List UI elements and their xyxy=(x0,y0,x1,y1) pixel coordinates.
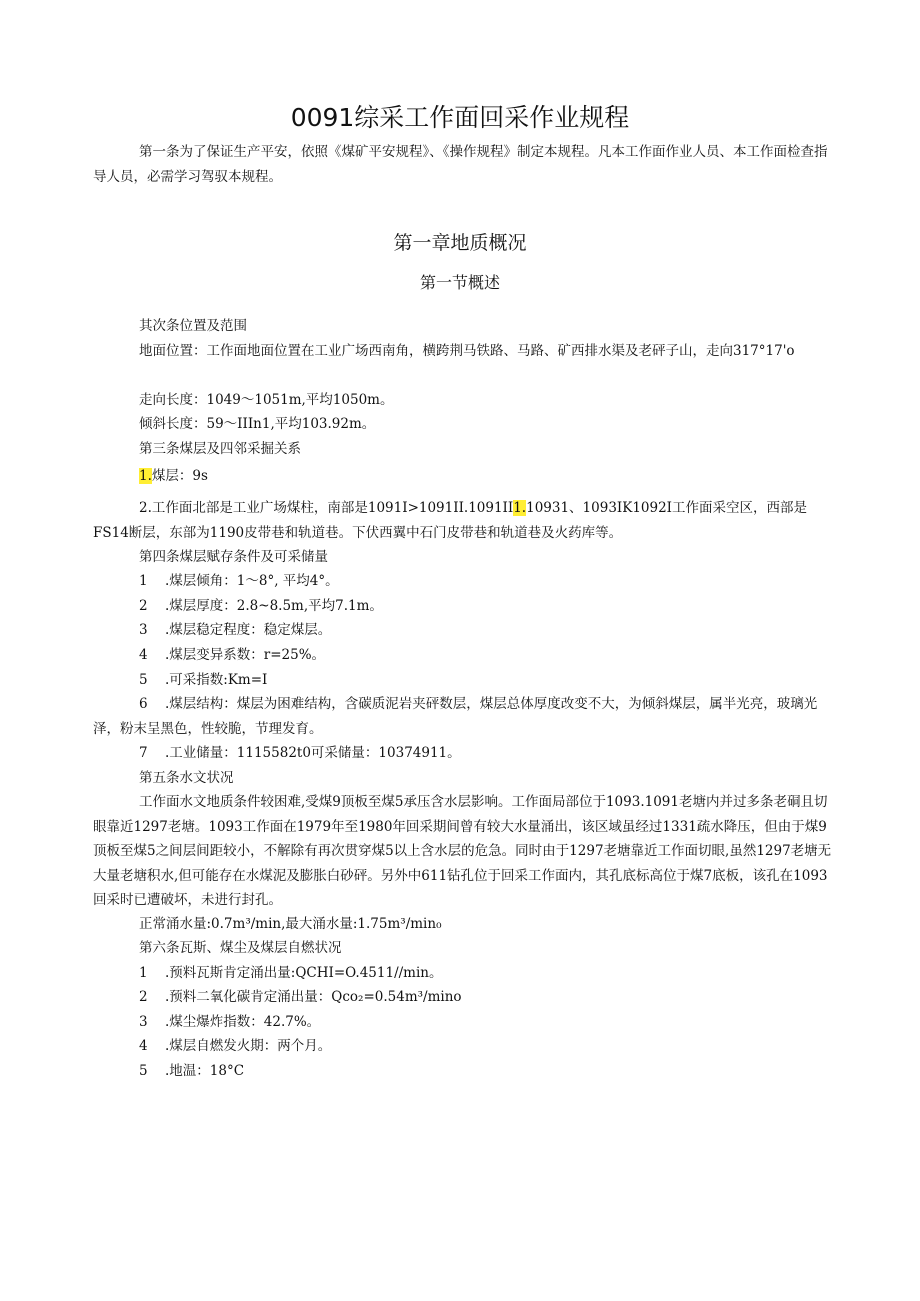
article-4-item-text: .煤层结构：煤层为困难结构，含碳质泥岩夹砰数层，煤层总体厚度改变不大，为倾斜煤层，属半光亮，玻璃光泽，粉末呈黑色，性较脆，节理发育。 xyxy=(93,696,818,737)
article-6-item-text: .预料二氧化碳肯定涌出量：Qco₂=0.54m³/mino xyxy=(165,989,462,1005)
article-4-item-number: 3 xyxy=(139,622,148,638)
article-2-heading: 其次条位置及范围 xyxy=(139,318,247,334)
article-4-item-text: .煤层倾角：1～8°, 平均4°。 xyxy=(165,573,339,589)
document-title: 0091综采工作面回采作业规程 xyxy=(290,103,630,132)
article-6-item xyxy=(93,961,838,986)
article-4-item-text: .煤层变异系数：r=25%。 xyxy=(165,647,326,663)
article-6-item xyxy=(93,1010,838,1035)
article-4-item xyxy=(93,741,838,766)
relations-text-b: 10931、1093IK1092I工作面采空区，西部是FS14断层，东部为1190皮带巷和轨道巷。下伏西翼中石门皮带巷和轨道巷及火药库等。 xyxy=(93,500,808,541)
article-4-item-number: 2 xyxy=(139,598,148,614)
article-4-item-number: 7 xyxy=(139,745,148,761)
article-6-item-number: 4 xyxy=(139,1038,148,1054)
article-6-item-text: .煤尘爆炸指数：42.7%。 xyxy=(165,1014,321,1030)
article-6-item-number: 1 xyxy=(139,965,148,981)
coal-seam-text: 煤层：9s xyxy=(151,468,208,484)
intro-paragraph: 第一条为了保证生产平安，依照《煤矿平安规程》、《操作规程》制定本规程。凡本工作面作业人员、本工作面检查指导人员，必需学习驾驭本规程。 xyxy=(93,144,828,185)
article-4-item-text: .煤层稳定程度：稳定煤层。 xyxy=(165,622,332,638)
article-6-item-number: 5 xyxy=(139,1063,148,1079)
article-6-item-text: .煤层自燃发火期：两个月。 xyxy=(165,1038,332,1054)
article-6-item-text: .地温：18°C xyxy=(165,1063,245,1079)
article-4-item-number: 1 xyxy=(139,573,148,589)
strike-length: 走向长度：1049～1051m,平均1050m。 xyxy=(139,392,394,408)
water-inflow: 正常涌水量:0.7m³/min,最大涌水量:1.75m³/min₀ xyxy=(139,916,442,932)
relations-text-a: 2.工作面北部是工业广场煤柱，南部是1091I>1091II.1091II xyxy=(139,500,514,516)
article-4-item-number: 5 xyxy=(139,672,148,688)
article-6-item-number: 3 xyxy=(139,1014,148,1030)
article-4-item xyxy=(93,594,838,619)
article-4-item xyxy=(93,569,838,594)
article-3-heading: 第三条煤层及四邻采掘关系 xyxy=(139,441,301,457)
section-heading: 第一节概述 xyxy=(419,273,500,292)
article-6-item-text: .预料瓦斯肯定涌出量:QCHI=O.4511//min。 xyxy=(165,965,443,981)
hydrology-paragraph: 工作面水文地质条件较困难,受煤9顶板至煤5承压含水层影响。工作面局部位于1093.1091老塘内并过多条老硐且切眼靠近1297老塘。1093工作面在1979年至1980年回采期间曾有较大水量涌出，该区域虽经过1331疏水降压，但由于煤9顶板至煤5之间层间距较小，不解除有再次贯穿煤5以上含水层的危急。同时由于1297老塘靠近工作面切眼,虽然1297老塘无大量老塘积水,但可能存在水煤泥及膨胀白砂砰。另外中611钻孔位于回采工作面内，其孔底标高位于煤7底板，该孔在1093回采时已遭破坏，未进行封孔。 xyxy=(93,794,832,908)
article-4-item xyxy=(93,668,838,693)
article-6-item xyxy=(93,1034,838,1059)
chapter-heading: 第一章地质概况 xyxy=(393,232,527,254)
article-6-item xyxy=(93,1059,838,1084)
mining-relations xyxy=(93,496,838,545)
article-4-item-number: 4 xyxy=(139,647,148,663)
article-4-item xyxy=(93,692,838,741)
coal-seam-line xyxy=(93,464,838,489)
article-4-item xyxy=(93,618,838,643)
article-6-item xyxy=(93,985,838,1010)
highlight-mark: 1. xyxy=(139,468,152,484)
highlight-mark: 1. xyxy=(513,500,527,516)
article-6-heading: 第六条瓦斯、煤尘及煤层自燃状况 xyxy=(139,940,342,956)
article-6-item-number: 2 xyxy=(139,989,148,1005)
article-4-item-text: .煤层厚度：2.8~8.5m,平均7.1m。 xyxy=(165,598,383,614)
article-4-item xyxy=(93,643,838,668)
article-4-item-number: 6 xyxy=(139,696,148,712)
article-5-heading: 第五条水文状况 xyxy=(139,770,234,786)
article-4-item-text: .可采指数:Km=I xyxy=(165,672,268,688)
article-4-heading: 第四条煤层赋存条件及可采储量 xyxy=(139,549,328,565)
article-4-item-text: .工业储量：1115582t0可采储量：10374911。 xyxy=(165,745,461,761)
surface-location: 地面位置：工作面地面位置在工业广场西南角，横跨荆马铁路、马路、矿西排水渠及老砰子山，走向317°17'o xyxy=(139,343,795,359)
dip-length: 倾斜长度：59～IIIn1,平均103.92m。 xyxy=(139,416,376,432)
